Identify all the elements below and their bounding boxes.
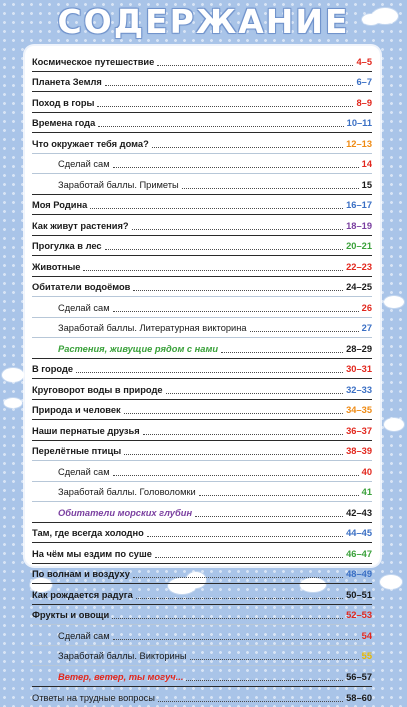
dot-leader — [195, 516, 343, 517]
toc-entry — [32, 523, 372, 544]
toc-entry-pages: 52–53 — [346, 609, 372, 621]
toc-entry — [32, 277, 372, 298]
dot-leader — [113, 311, 359, 312]
toc-entry — [32, 215, 372, 236]
toc-entry-title: Заработай баллы. Головоломки — [58, 486, 196, 498]
toc-entry-pages: 15 — [362, 179, 372, 191]
toc-entry — [32, 502, 372, 523]
dot-leader — [113, 167, 359, 168]
toc-entry-title: Обитатели морских глубин — [58, 507, 192, 519]
dot-leader — [157, 65, 353, 66]
toc-entry-title: Заработай баллы. Литературная викторина — [58, 322, 247, 334]
cloud-icon — [380, 575, 402, 589]
toc-entry — [32, 564, 372, 585]
dot-leader — [199, 495, 359, 496]
dot-leader — [143, 434, 343, 435]
toc-entry — [32, 584, 372, 605]
toc-entry-pages: 58–60 — [346, 692, 372, 704]
dot-leader — [124, 413, 343, 414]
toc-entry-title: Заработай баллы. Викторины — [58, 650, 187, 662]
cloud-icon — [384, 296, 404, 308]
toc-entry-title: Планета Земля — [32, 76, 102, 88]
contents-panel — [25, 46, 380, 566]
toc-entry-title: Сделай сам — [58, 630, 110, 642]
toc-entry — [32, 256, 372, 277]
toc-entry-title: Фрукты и овощи — [32, 609, 109, 621]
dot-leader — [182, 188, 359, 189]
toc-entry-title: Времена года — [32, 117, 95, 129]
toc-entry-pages: 55 — [362, 650, 372, 662]
dot-leader — [166, 393, 344, 394]
toc-entry-pages: 8–9 — [356, 97, 372, 109]
toc-entry-pages: 48–49 — [346, 568, 372, 580]
dot-leader — [190, 659, 359, 660]
dot-leader — [112, 618, 343, 619]
toc-entry — [32, 359, 372, 380]
toc-entry-pages: 40 — [362, 466, 372, 478]
toc-entry — [32, 625, 372, 646]
toc-entry — [32, 154, 372, 175]
dot-leader — [221, 352, 343, 353]
toc-entry-title: Ветер, ветер, ты могуч... — [58, 671, 183, 683]
dot-leader — [76, 372, 343, 373]
toc-entry-pages: 6–7 — [356, 76, 372, 88]
toc-entry-title: Круговорот воды в природе — [32, 384, 163, 396]
dot-leader — [132, 229, 344, 230]
toc-entry — [32, 543, 372, 564]
toc-entry-pages: 30–31 — [346, 363, 372, 375]
toc-entry — [32, 400, 372, 421]
toc-entry-title: Растения, живущие рядом с нами — [58, 343, 218, 355]
toc-entry-title: Наши пернатые друзья — [32, 425, 140, 437]
dot-leader — [113, 475, 359, 476]
toc-entry — [32, 195, 372, 216]
cloud-icon — [362, 14, 380, 25]
toc-entry — [32, 51, 372, 72]
toc-entry — [32, 687, 372, 707]
toc-entry-pages: 20–21 — [346, 240, 372, 252]
toc-entry — [32, 441, 372, 462]
toc-entry — [32, 174, 372, 195]
toc-entry-pages: 16–17 — [346, 199, 372, 211]
dot-leader — [133, 577, 343, 578]
contents-list — [32, 51, 372, 707]
dot-leader — [105, 85, 354, 86]
toc-entry-pages: 24–25 — [346, 281, 372, 293]
toc-entry-title: Сделай сам — [58, 302, 110, 314]
dot-leader — [105, 249, 344, 250]
toc-entry-pages: 26 — [362, 302, 372, 314]
dot-leader — [250, 331, 359, 332]
dot-leader — [113, 639, 359, 640]
toc-entry-title: Сделай сам — [58, 466, 110, 478]
dot-leader — [124, 454, 343, 455]
dot-leader — [133, 290, 343, 291]
toc-entry-pages: 27 — [362, 322, 372, 334]
toc-entry-title: Моя Родина — [32, 199, 87, 211]
toc-entry — [32, 605, 372, 626]
dot-leader — [97, 106, 353, 107]
toc-entry — [32, 113, 372, 134]
toc-entry-title: Животные — [32, 261, 80, 273]
toc-entry-title: Как рождается радуга — [32, 589, 133, 601]
toc-entry-pages: 28–29 — [346, 343, 372, 355]
toc-entry — [32, 236, 372, 257]
toc-entry-pages: 50–51 — [346, 589, 372, 601]
toc-entry — [32, 338, 372, 359]
dot-leader — [136, 598, 343, 599]
cloud-icon — [384, 418, 404, 431]
toc-entry-pages: 4–5 — [356, 56, 372, 68]
toc-entry-title: Заработай баллы. Приметы — [58, 179, 179, 191]
toc-entry — [32, 379, 372, 400]
toc-entry-pages: 14 — [362, 158, 372, 170]
toc-entry-pages: 34–35 — [346, 404, 372, 416]
toc-entry — [32, 72, 372, 93]
dot-leader — [83, 270, 343, 271]
toc-entry-title: Сделай сам — [58, 158, 110, 170]
toc-entry-title: Там, где всегда холодно — [32, 527, 144, 539]
dot-leader — [98, 126, 343, 127]
toc-entry-pages: 12–13 — [346, 138, 372, 150]
toc-entry-pages: 41 — [362, 486, 372, 498]
toc-entry — [32, 318, 372, 339]
toc-entry-title: Космическое путешествие — [32, 56, 154, 68]
dot-leader — [147, 536, 343, 537]
toc-entry-pages: 10–11 — [347, 117, 372, 129]
toc-entry — [32, 133, 372, 154]
toc-entry-title: Что окружает тебя дома? — [32, 138, 149, 150]
toc-entry-title: Перелётные птицы — [32, 445, 121, 457]
page-title: СОДЕРЖАНИЕ — [0, 0, 407, 44]
toc-entry — [32, 92, 372, 113]
toc-entry-title: Прогулка в лес — [32, 240, 102, 252]
toc-entry-title: Ответы на трудные вопросы — [32, 692, 155, 704]
toc-entry — [32, 646, 372, 667]
toc-entry-pages: 44–45 — [346, 527, 372, 539]
toc-entry — [32, 297, 372, 318]
toc-entry-title: Природа и человек — [32, 404, 121, 416]
toc-entry-title: Обитатели водоёмов — [32, 281, 130, 293]
toc-entry-pages: 22–23 — [346, 261, 372, 273]
toc-entry-pages: 46–47 — [346, 548, 372, 560]
toc-entry-title: По волнам и воздуху — [32, 568, 130, 580]
toc-entry-pages: 56–57 — [346, 671, 372, 683]
toc-entry-pages: 38–39 — [346, 445, 372, 457]
toc-entry-pages: 42–43 — [346, 507, 372, 519]
dot-leader — [158, 701, 343, 702]
toc-entry — [32, 482, 372, 503]
cloud-icon — [4, 398, 22, 408]
toc-entry-title: На чём мы ездим по суше — [32, 548, 152, 560]
toc-entry-pages: 32–33 — [346, 384, 372, 396]
dot-leader — [90, 208, 343, 209]
toc-entry-pages: 18–19 — [346, 220, 372, 232]
toc-entry — [32, 420, 372, 441]
dot-leader — [152, 147, 343, 148]
cloud-icon — [2, 368, 24, 382]
toc-entry — [32, 461, 372, 482]
toc-entry-title: Поход в горы — [32, 97, 94, 109]
dot-leader — [186, 680, 343, 681]
toc-entry-pages: 54 — [362, 630, 372, 642]
toc-entry — [32, 666, 372, 687]
toc-entry-pages: 36–37 — [346, 425, 372, 437]
dot-leader — [155, 557, 343, 558]
toc-entry-title: В городе — [32, 363, 73, 375]
toc-entry-title: Как живут растения? — [32, 220, 129, 232]
